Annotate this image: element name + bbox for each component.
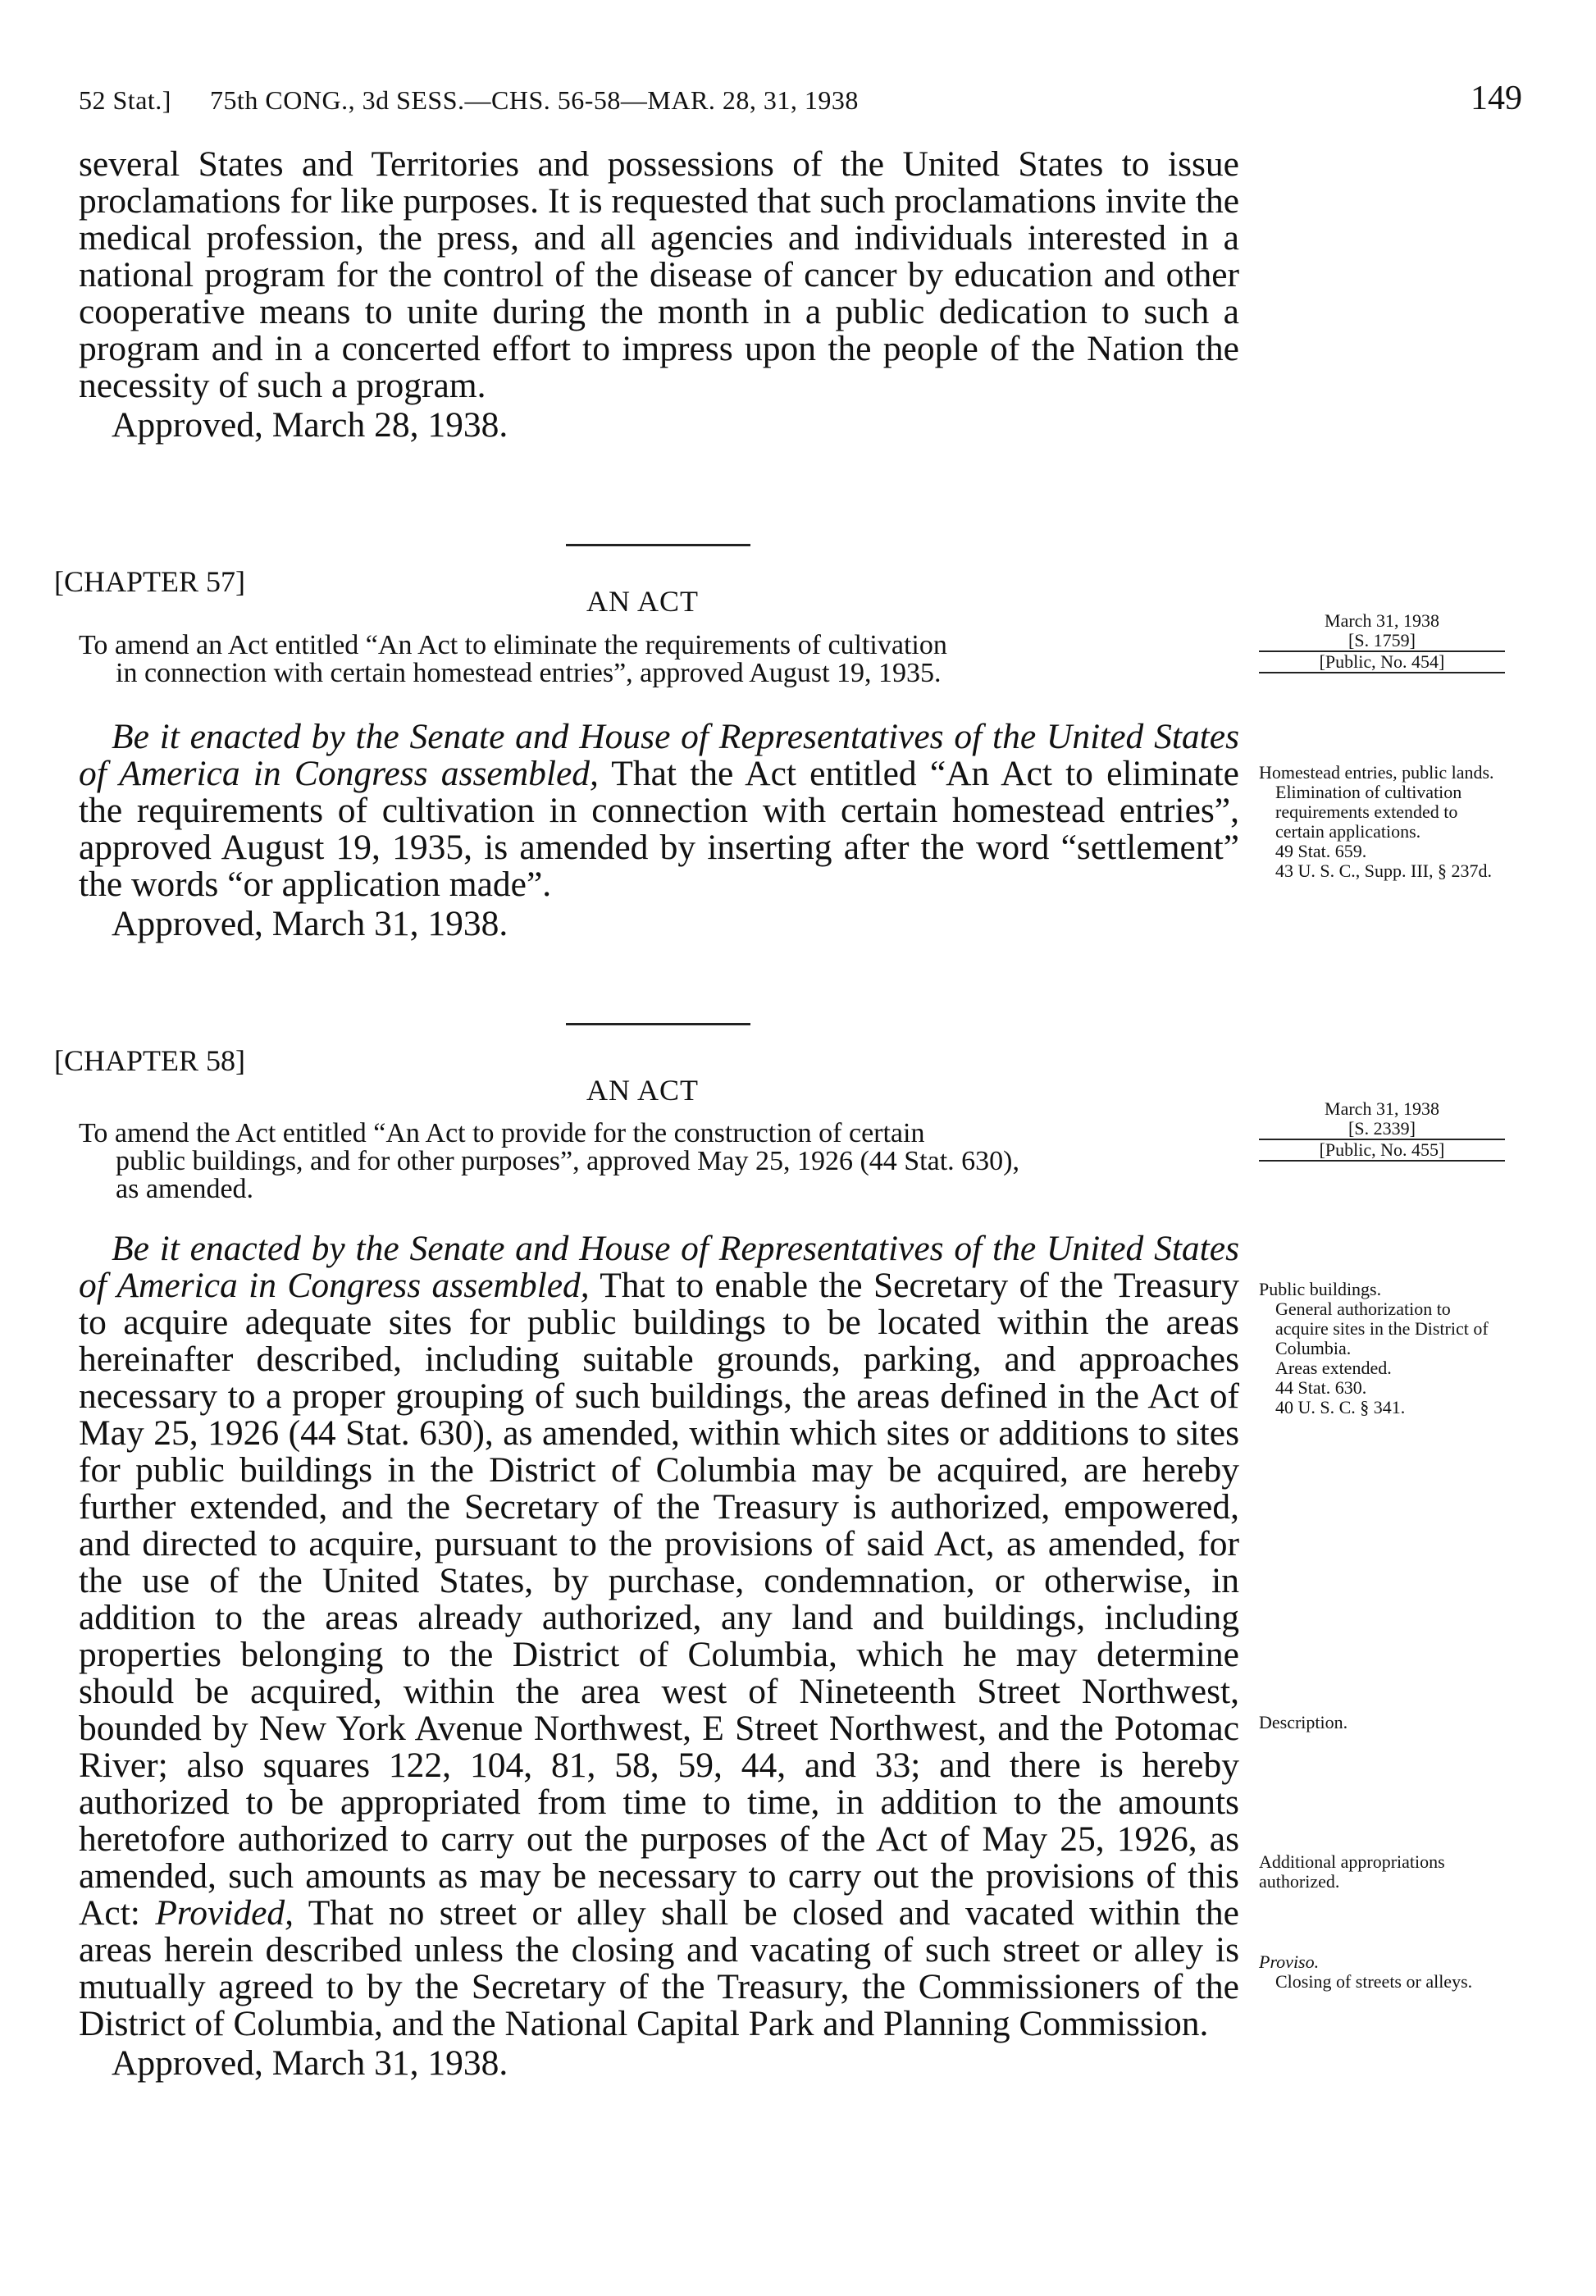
chapter-57-bill: [S. 1759] — [1259, 631, 1505, 652]
chapter-58-margin-top — [1259, 1280, 1505, 1417]
chapter-57-act-heading: AN ACT — [586, 585, 700, 618]
chapter-58-approved: Approved, March 31, 1938. — [112, 2043, 508, 2083]
stat-reference: 52 Stat.] — [79, 85, 171, 115]
margin-elimination: Elimination of cultivation requirements extended to certain applications. — [1275, 782, 1462, 842]
chapter-58-body-part1: That to enable the Secretary of the Treasury to acquire adequate sites for public buildings to be located within the areas hereinafter described, including suitable grounds, parking, and approaches necessary to a proper grouping of such buildings, the areas defined in the Act of May 25, 1926 (44 Stat. 630), as amended, within which sites or additions to sites for public buildings in the District of Columbia may be acquired, are hereby further extended, and the Secretary of the Treasury is authorized, empowered, and directed to acquire, pursuant to the provisions of said Act, as amended, for the use of the United States, by purchase, condemnation, or otherwise, in addition to the areas already authorized, any land and buildings, including properties belonging to the District of Columbia, which he may determine should be acquired, within the area west of Nineteenth Street Northwest, bounded by New York Avenue Northwest, E Street Northwest, and the Potomac River; also squares 122, 104, 81, 58, 59, 44, and 33; and there is hereby authorized to be appropriated from time to time, in addition to the amounts heretofore authorized to carry out the purposes of the Act of May 25, 1926, as amended, such amounts as may be necessary to carry out the provisions of this Act: — [79, 1266, 1240, 1933]
margin-proviso: Proviso. — [1259, 1951, 1320, 1972]
chapter-57-body — [79, 719, 1239, 944]
enacting-clause: Be it enacted by the Senate and House of Representatives of the United States of America in Congress assembled, — [79, 717, 1239, 793]
chapter-58-date: March 31, 1938 — [1325, 1098, 1439, 1119]
page-number: 149 — [1471, 80, 1522, 117]
chapter-58-body-part2: That no street or alley shall be closed and vacated within the areas herein described unless the closing and vacating of such street or alley is mutually agreed to by the Secretary of the Treasury, the Commissioners of the District of Columbia, and the National Capital Park and Planning Commission. — [79, 1893, 1239, 2043]
chapter-58-margin-date — [1259, 1099, 1505, 1162]
margin-stat-630: 44 Stat. 630. — [1275, 1377, 1367, 1398]
running-head: 75th CONG., 3d SESS.—CHS. 56-58—MAR. 28, 31, 1938 — [210, 85, 859, 115]
chapter-58-bill: [S. 2339] — [1259, 1119, 1505, 1140]
chapter-56-continuation — [79, 146, 1239, 445]
margin-areas-extended: Areas extended. — [1275, 1358, 1392, 1378]
chapter-58-title-line3: as amended. — [116, 1174, 254, 1204]
margin-additional-appropriations: Additional appropriations authorized. — [1259, 1851, 1445, 1892]
chapter-57-date: March 31, 1938 — [1325, 610, 1439, 631]
chapter-57-title-line2: in connection with certain homestead entries”, approved August 19, 1935. — [116, 658, 942, 688]
chapter-57-title-line1: To amend an Act entitled “An Act to eliminate the requirements of cultivation — [79, 630, 947, 660]
chapter-58-title — [79, 1120, 1239, 1203]
margin-closing-streets: Closing of streets or alleys. — [1275, 1971, 1473, 1992]
chapter-57-body-text: That the Act entitled “An Act to eliminate the requirements of cultivation in connection with certain homestead entries”, approved August 19, 1935, is amended by inserting after the word “settlement” the words “or application made”. — [79, 754, 1239, 904]
margin-usc-341: 40 U. S. C. § 341. — [1275, 1397, 1406, 1417]
chapter-57-public-law: [Public, No. 454] — [1259, 652, 1505, 673]
chapter-57-enactment — [79, 719, 1239, 903]
chapter-57-label: [CHAPTER 57] — [54, 565, 245, 598]
chapter-58-label: [CHAPTER 58] — [54, 1044, 245, 1077]
provided-clause: Provided, — [155, 1893, 294, 1933]
margin-general-authorization: General authorization to acquire sites in the District of Columbia. — [1275, 1299, 1489, 1358]
chapter-57-title — [79, 632, 1239, 687]
chapter-58-enactment — [79, 1230, 1239, 2043]
chapter-58-act-heading: AN ACT — [586, 1074, 700, 1107]
margin-stat-659: 49 Stat. 659. — [1275, 841, 1367, 861]
chapter-56-text: several States and Territories and possessions of the United States to issue proclamations for like purposes. It is requested that such proclamations invite the medical profession, the press, and all agencies and individuals interested in a national program for the control of the disease of cancer by education and other cooperative means to unite during the month in a public dedication to such a program and in a concerted effort to impress upon the people of the Nation the necessity of such a program. — [79, 144, 1239, 405]
margin-usc-237d: 43 U. S. C., Supp. III, § 237d. — [1275, 860, 1493, 881]
section-divider — [566, 544, 750, 546]
chapter-56-approved: Approved, March 28, 1938. — [112, 405, 508, 445]
running-header — [79, 79, 1522, 128]
chapter-57-approved: Approved, March 31, 1938. — [112, 904, 508, 943]
chapter-58-title-line1: To amend the Act entitled “An Act to provide for the construction of certain — [79, 1118, 925, 1148]
chapter-58-body — [79, 1230, 1239, 2084]
chapter-58-title-line2: public buildings, and for other purposes”, approved May 25, 1926 (44 Stat. 630), — [116, 1146, 1019, 1176]
chapter-57-margin-date — [1259, 611, 1505, 673]
margin-homestead: Homestead entries, public lands. — [1259, 762, 1494, 783]
margin-description: Description. — [1259, 1712, 1348, 1732]
enacting-clause: Be it enacted by the Senate and House of Representatives of the United States of America in Congress assembled, — [79, 1229, 1239, 1305]
section-divider — [566, 1023, 750, 1025]
margin-public-buildings: Public buildings. — [1259, 1279, 1382, 1299]
chapter-57-margin-notes — [1259, 763, 1505, 881]
chapter-58-public-law: [Public, No. 455] — [1259, 1140, 1505, 1162]
chapter-58-margin-proviso — [1259, 1952, 1505, 1992]
